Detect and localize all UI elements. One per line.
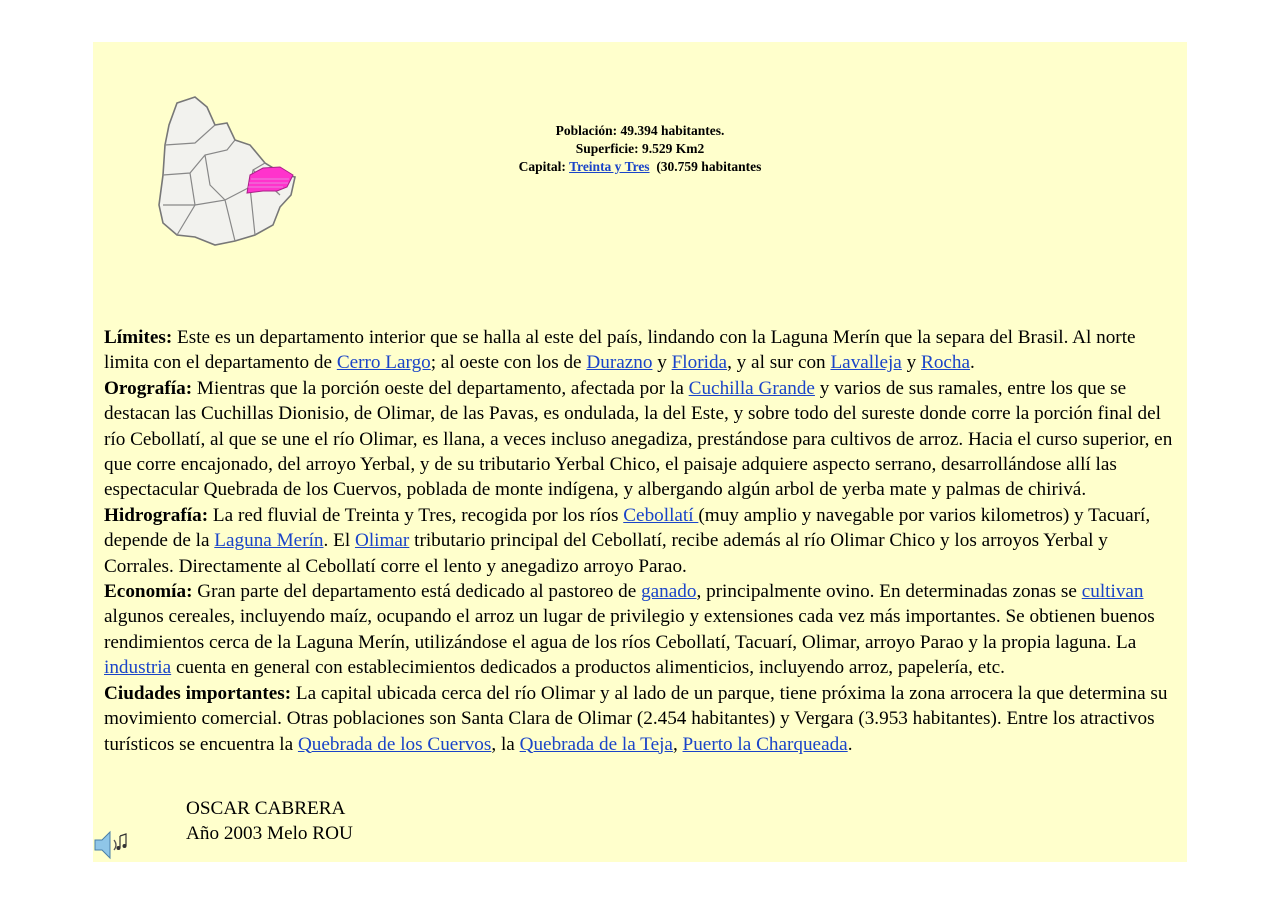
body-text: . El <box>323 530 355 552</box>
text-link[interactable]: Cuchilla Grande <box>688 377 815 399</box>
section-paragraph <box>104 376 1180 503</box>
body-text: , <box>672 733 683 755</box>
text-link[interactable]: ganado <box>641 581 697 603</box>
department-stats <box>440 122 840 176</box>
capital-population: (30.759 habitantes <box>656 159 762 174</box>
section-paragraph <box>104 325 1180 376</box>
body-text: Mientras que la porción oeste del departamento, afectada por la <box>192 377 689 399</box>
section-heading: Economía: <box>104 581 193 603</box>
body-text: algunos cereales, incluyendo maíz, ocupando el arroz un lugar de privilegio y extensiones cada vez más importantes. Se obtienen buenos rendimientos cerca de la Laguna Merín, utilizándose el agua de los ríos Cebollatí, Tacuarí, Olimar, arroyo Parao y la propia laguna. La <box>104 606 1155 653</box>
text-link[interactable]: Cerro Largo <box>336 352 431 374</box>
uruguay-map <box>155 95 300 247</box>
text-link[interactable]: Durazno <box>586 352 653 374</box>
surface-text: Superficie: 9.529 Km2 <box>575 141 705 156</box>
text-link[interactable]: Quebrada de los Cuervos <box>297 733 492 755</box>
text-link[interactable]: Lavalleja <box>830 352 902 374</box>
section-paragraph <box>104 579 1180 681</box>
section-paragraph <box>104 681 1180 757</box>
section-heading: Ciudades importantes: <box>104 682 292 704</box>
body-text: , principalmente ovino. En determinadas zonas se <box>696 581 1082 603</box>
text-link[interactable]: Olimar <box>354 530 410 552</box>
section-heading: Hidrografía: <box>104 504 209 526</box>
text-link[interactable]: industria <box>104 657 172 679</box>
credits-year-place: Año 2003 Melo ROU <box>186 823 353 845</box>
body-text: (muy amplio y navegable por varios kilometros) y Tacuarí, depende de la <box>104 504 1151 552</box>
text-link[interactable]: Rocha <box>921 352 971 374</box>
body-text: y <box>652 352 672 374</box>
body-text: . <box>847 733 853 755</box>
text-link[interactable]: Quebrada de la Teja <box>519 733 673 755</box>
text-link[interactable]: Cebollatí <box>623 504 699 526</box>
body-text: . <box>970 352 975 374</box>
body-text: , la <box>491 733 520 755</box>
credits <box>186 796 353 847</box>
body-text: cuenta en general con establecimientos dedicados a productos alimenticios, incluyendo arroz, papelería, etc. <box>171 657 1005 679</box>
body-text: La capital ubicada cerca del río Olimar y al lado de un parque, tiene próxima la zona arrocera la que determina su movimiento comercial. Otras poblaciones son Santa Clara de Olimar (2.454 habitantes) y Vergara (3.953 habitantes). Entre los atractivos turísticos se encuentra la <box>104 682 1168 755</box>
author-name: OSCAR CABRERA <box>186 798 346 819</box>
text-link[interactable]: Puerto la Charqueada <box>682 733 848 755</box>
body-text: Este es un departamento interior que se halla al este del país, lindando con la Laguna Merín que la separa del Brasil. Al norte limita con el departamento de <box>104 327 1136 374</box>
population-text: Población: 49.394 habitantes. <box>555 123 725 138</box>
section-heading: Orografía: <box>104 377 193 399</box>
section-paragraph <box>104 503 1180 579</box>
text-link[interactable]: Florida <box>671 352 728 374</box>
body-text: y <box>901 352 922 374</box>
body-text: Gran parte del departamento está dedicado al pastoreo de <box>192 581 642 603</box>
body-text: ; al oeste con los de <box>430 352 587 374</box>
speaker-icon[interactable] <box>92 828 132 862</box>
body-text: La red fluvial de Treinta y Tres, recogida por los ríos <box>208 504 624 526</box>
capital-link[interactable]: Treinta y Tres <box>569 159 650 174</box>
capital-label: Capital: <box>518 159 566 174</box>
department-description <box>104 325 1180 757</box>
text-link[interactable]: Laguna Merín <box>214 530 324 552</box>
capital-line <box>440 158 840 176</box>
body-text: y varios de sus ramales, entre los que se destacan las Cuchillas Dionisio, de Olimar, de las Pavas, es ondulada, la del Este, y sobre todo del sureste donde corre la porción final del río Cebollatí, al que se une el río Olimar, es llana, a veces incluso anegadiza, prestándose para cultivos de arroz. Hacia el curso superior, en que corre encajonado, del arroyo Yerbal, y de su tributario Yerbal Chico, el paisaje adquiere aspecto serrano, desarrollándose allí las espectacular Quebrada de los Cuervos, poblada de monte indígena, y albergando algún arbol de yerba mate y palmas de chirivá. <box>104 377 1173 501</box>
section-heading: Límites: <box>104 327 173 348</box>
body-text: , y al sur con <box>727 352 831 374</box>
body-text: tributario principal del Cebollatí, recibe además al río Olimar Chico y los arroyos Yerbal y Corrales. Directamente al Cebollatí corre el lento y anegadizo arroyo Parao. <box>104 530 1108 577</box>
text-link[interactable]: cultivan <box>1081 581 1144 603</box>
